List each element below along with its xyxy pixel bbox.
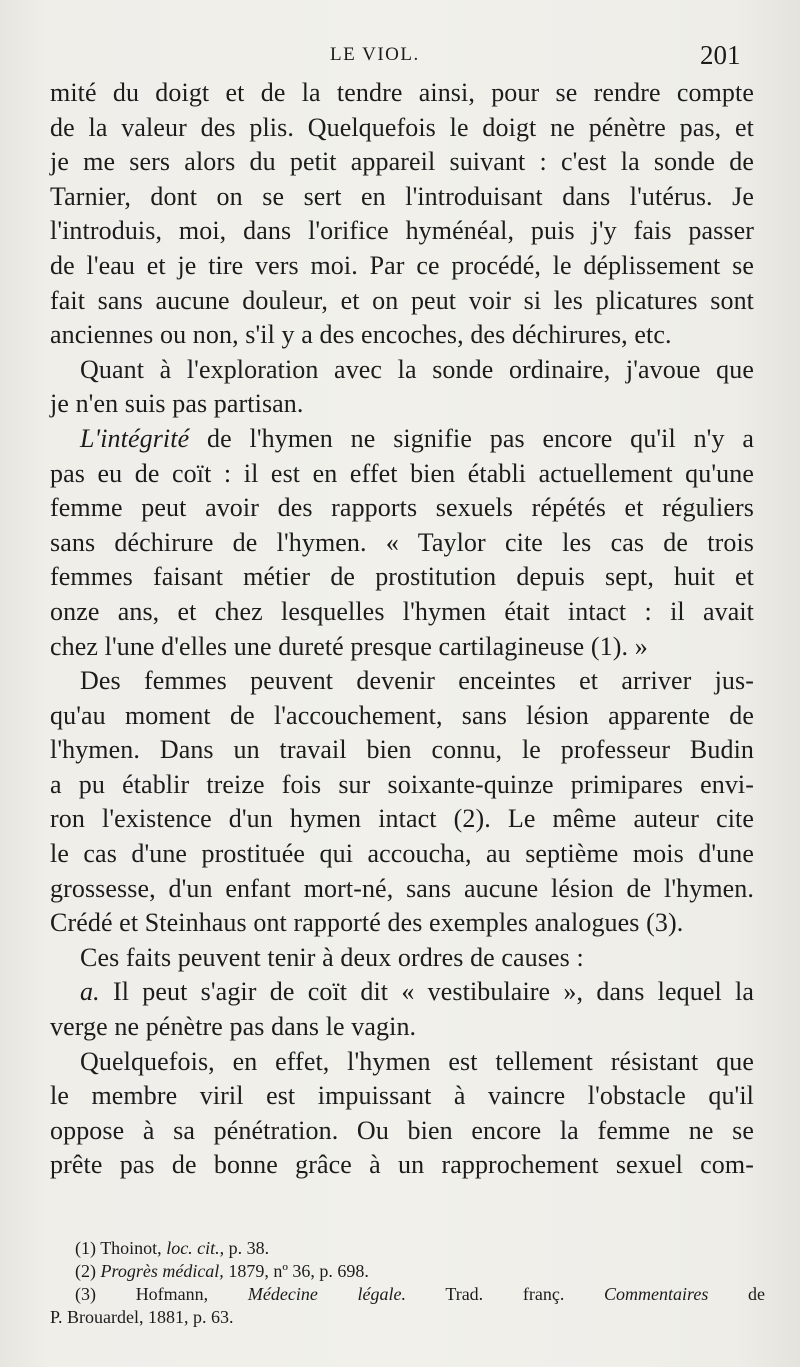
text-line: femme peut avoir des rapports sexuels répétés et réguliers xyxy=(50,493,754,523)
text-line: qu'au moment de l'accouchement, sans lésion apparente de xyxy=(50,700,754,730)
text-fragment: de l'hymen ne signifie pas encore qu'il n'y a xyxy=(189,423,754,453)
text-line: Quant à l'exploration avec la sonde ordinaire, j'avoue que xyxy=(80,354,754,384)
footnote xyxy=(75,1260,765,1283)
text-line: l'introduis, moi, dans l'orifice hyménéal, puis j'y fais passer xyxy=(50,216,754,246)
emphasis-word: a. xyxy=(80,977,100,1007)
text-line: de la valeur des plis. Quelquefois le doigt ne pénètre pas, et xyxy=(50,112,754,142)
text-line: anciennes ou non, s'il y a des encoches, des déchirures, etc. xyxy=(50,320,672,350)
text-line: Tarnier, dont on se sert en l'introduisant dans l'utérus. Je xyxy=(50,181,754,211)
text-line: ron l'existence d'un hymen intact (2). Le même auteur cite xyxy=(50,804,754,834)
text-line xyxy=(50,422,754,457)
text-line: Quelquefois, en effet, l'hymen est tellement résistant que xyxy=(80,1046,754,1076)
footnote-title: Progrès médical, xyxy=(100,1261,224,1281)
footnote xyxy=(75,1237,765,1260)
text-line: verge ne pénètre pas dans le vagin. xyxy=(50,1012,417,1042)
text-line: je n'en suis pas partisan. xyxy=(50,389,304,419)
footnote-rest: 1879, nº 36, p. 698. xyxy=(223,1261,369,1281)
text-line: sans déchirure de l'hymen. « Taylor cite les cas de trois xyxy=(50,527,754,557)
text-line: le cas d'une prostituée qui accoucha, au septième mois d'une xyxy=(50,839,754,869)
footnote-title-2: Commentaires xyxy=(604,1284,709,1304)
footnote-author: Hofmann, xyxy=(135,1284,209,1304)
body-text xyxy=(50,76,754,1183)
text-line: chez l'une d'elles une dureté presque cartilagineuse (1). » xyxy=(50,631,648,661)
text-line: onze ans, et chez lesquelles l'hymen était intact : il avait xyxy=(50,596,754,626)
footnote-mark: (2) xyxy=(75,1261,96,1281)
text-line: l'hymen. Dans un travail bien connu, le professeur Budin xyxy=(50,735,754,765)
footnote-author: Thoinot, xyxy=(100,1238,162,1258)
text-line: femmes faisant métier de prostitution depuis sept, huit et xyxy=(50,562,754,592)
text-line: prête pas de bonne grâce à un rapprochement sexuel com- xyxy=(50,1150,754,1180)
text-line: je me sers alors du petit appareil suivant : c'est la sonde de xyxy=(50,147,754,177)
text-line: mité du doigt et de la tendre ainsi, pour se rendre compte xyxy=(50,78,754,107)
text-line: Ces faits peuvent tenir à deux ordres de causes : xyxy=(80,942,584,972)
footnote-continuation: P. Brouardel, 1881, p. 63. xyxy=(50,1307,234,1327)
text-line: a pu établir treize fois sur soixante-quinze primipares envi- xyxy=(50,769,754,799)
footnote xyxy=(75,1283,765,1306)
text-line: Crédé et Steinhaus ont rapporté des exemples analogues (3). xyxy=(50,908,684,938)
text-line: grossesse, d'un enfant mort-né, sans aucune lésion de l'hymen. xyxy=(50,873,754,903)
running-title: LE VIOL. xyxy=(330,44,420,65)
footnote-rest: , p. 38. xyxy=(219,1238,270,1258)
footnotes xyxy=(50,1237,766,1329)
text-line: pas eu de coït : il est en effet bien établi actuellement qu'une xyxy=(50,458,754,488)
page-number: 201 xyxy=(700,40,741,70)
emphasis-word: L'intégrité xyxy=(80,423,190,453)
footnote-mark: (3) xyxy=(75,1284,96,1304)
text-line: Des femmes peuvent devenir enceintes et arriver jus- xyxy=(80,666,754,696)
footnote-title: loc. cit. xyxy=(166,1238,220,1258)
text-line xyxy=(50,975,754,1010)
text-line: le membre viril est impuissant à vaincre l'obstacle qu'il xyxy=(50,1081,754,1111)
text-line: fait sans aucune douleur, et on peut voir si les plicatures sont xyxy=(50,285,754,315)
page-header xyxy=(0,36,800,76)
text-line: oppose à sa pénétration. Ou bien encore la femme ne se xyxy=(50,1115,754,1145)
text-fragment: Il peut s'agir de coït dit « vestibulaire », dans lequel la xyxy=(99,977,754,1007)
text-line: de l'eau et je tire vers moi. Par ce procédé, le déplissement se xyxy=(50,250,754,280)
footnote-title: Médecine légale. xyxy=(247,1284,406,1304)
footnote-rest-2: de xyxy=(708,1284,766,1304)
footnote-rest: Trad. franç. xyxy=(405,1284,565,1304)
footnote-mark: (1) xyxy=(75,1238,96,1258)
